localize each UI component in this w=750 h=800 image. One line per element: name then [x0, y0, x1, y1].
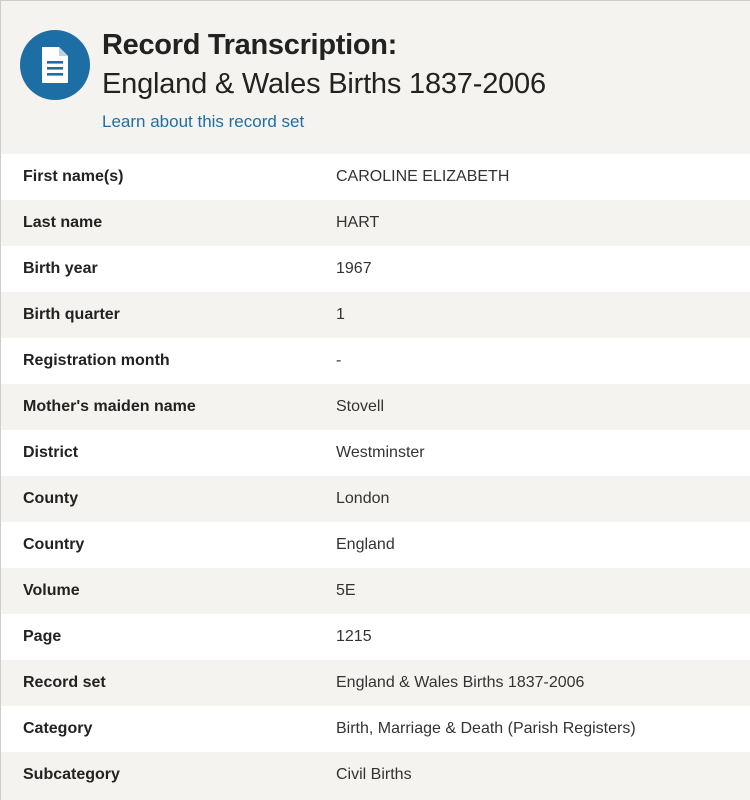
transcription-table: [1, 154, 750, 798]
field-label: Registration month: [23, 352, 170, 369]
field-value: Birth, Marriage & Death (Parish Registers): [336, 720, 636, 737]
table-row: [1, 522, 750, 568]
field-label: Subcategory: [23, 766, 120, 783]
table-row: [1, 246, 750, 292]
field-label: Last name: [23, 214, 103, 231]
record-header: [1, 1, 750, 154]
field-label: Country: [23, 536, 85, 553]
field-value: -: [336, 352, 342, 369]
document-icon: [20, 30, 90, 100]
field-label: Mother's maiden name: [23, 398, 196, 415]
field-value: England: [336, 536, 395, 553]
table-row: [1, 200, 750, 246]
learn-about-record-set-link[interactable]: Learn about this record set: [102, 112, 305, 131]
field-value: 5E: [336, 582, 356, 599]
field-label: Birth quarter: [23, 306, 120, 323]
field-label: Volume: [23, 582, 80, 599]
field-label: Category: [23, 720, 93, 737]
field-value: 1967: [336, 260, 372, 277]
field-value: London: [336, 490, 390, 507]
record-set-title: England & Wales Births 1837-2006: [102, 68, 546, 100]
table-row: [1, 660, 750, 706]
table-row: [1, 568, 750, 614]
field-value: Stovell: [336, 398, 385, 415]
field-label: County: [23, 490, 79, 507]
table-row: [1, 338, 750, 384]
table-row: [1, 384, 750, 430]
field-value: 1: [336, 306, 345, 323]
table-row: [1, 614, 750, 660]
table-row: [1, 476, 750, 522]
field-label: First name(s): [23, 168, 124, 185]
field-value: CAROLINE ELIZABETH: [336, 168, 510, 185]
table-row: [1, 752, 750, 798]
table-row: [1, 430, 750, 476]
field-value: 1215: [336, 628, 372, 645]
field-value: England & Wales Births 1837-2006: [336, 674, 585, 691]
table-row: [1, 154, 750, 200]
field-value: HART: [336, 214, 380, 231]
field-label: Birth year: [23, 260, 98, 277]
table-row: [1, 292, 750, 338]
field-value: Westminster: [336, 444, 425, 461]
table-row: [1, 706, 750, 752]
field-label: Record set: [23, 674, 106, 691]
field-label: Page: [23, 628, 62, 645]
field-value: Civil Births: [336, 766, 412, 783]
field-label: District: [23, 444, 79, 461]
page-title: Record Transcription:: [102, 29, 398, 61]
